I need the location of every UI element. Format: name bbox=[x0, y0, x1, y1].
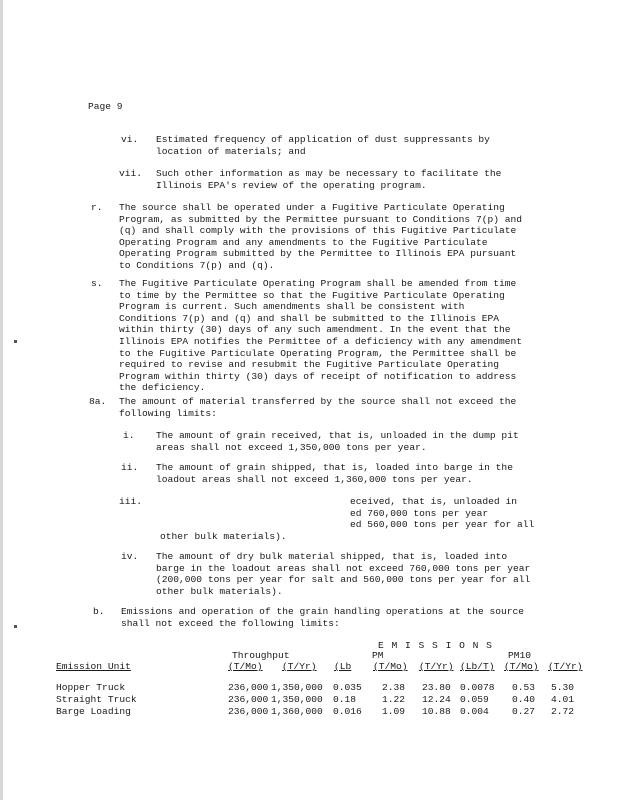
item-b-text bbox=[121, 606, 524, 629]
table-cell: 236,000 bbox=[228, 706, 269, 717]
item-number-ii: ii. bbox=[121, 462, 139, 473]
column-header: (T/Yr) bbox=[419, 661, 454, 672]
text-line: location of materials; and bbox=[156, 145, 306, 157]
table-cell: 0.0078 bbox=[460, 682, 495, 693]
text-line: Program, as submitted by the Permittee pursuant to Conditions 7(p) and bbox=[119, 213, 523, 225]
item-iii-fragment bbox=[350, 496, 534, 531]
text-line: ed 560,000 tons per year for all bbox=[350, 519, 535, 531]
pm10-heading: PM10 bbox=[508, 650, 532, 661]
text-line: (q) and shall comply with the provisions of this Fugitive Particulate bbox=[119, 225, 517, 237]
item-s-text bbox=[119, 278, 522, 394]
table-cell: 1,350,000 bbox=[271, 682, 323, 693]
text-line: loadout areas shall not exceed 1,360,000 tons per year. bbox=[156, 473, 473, 485]
table-cell: 0.004 bbox=[460, 706, 489, 717]
column-header: Emission Unit bbox=[56, 661, 131, 672]
emissions-heading: E M I S S I O N S bbox=[378, 640, 493, 651]
text-line: Illinois EPA notifies the Permittee of a deficiency with any amendment bbox=[119, 335, 523, 347]
text-line: The Fugitive Particulate Operating Program shall be amended from time bbox=[119, 278, 517, 289]
item-number-iv: iv. bbox=[121, 551, 139, 562]
item-number-vi: vi. bbox=[121, 134, 139, 145]
table-cell: 2.38 bbox=[382, 682, 406, 693]
text-line: ed 760,000 tons per year bbox=[350, 507, 489, 519]
item-ii-text bbox=[156, 462, 513, 485]
text-line: to the Fugitive Particulate Operating Program, the Permittee shall be bbox=[119, 347, 517, 359]
table-row-label: Straight Truck bbox=[56, 694, 137, 705]
text-line: Program is current. Such amendments shall be consistent with bbox=[119, 301, 465, 313]
pm-heading: PM bbox=[372, 650, 384, 661]
text-line: shall not exceed the following limits: bbox=[121, 617, 340, 629]
item-r-text bbox=[119, 202, 522, 272]
table-cell: 0.27 bbox=[512, 706, 536, 717]
text-line: within thirty (30) days of any such amendment. In the event that the bbox=[119, 324, 511, 336]
item-iii-tail: other bulk materials). bbox=[160, 531, 287, 542]
table-cell: 23.80 bbox=[422, 682, 451, 693]
column-header: (T/Yr) bbox=[548, 661, 583, 672]
text-line: The source shall be operated under a Fugitive Particulate Operating bbox=[119, 202, 505, 213]
item-8a-text bbox=[119, 396, 516, 419]
column-header: (T/Yr) bbox=[282, 661, 317, 672]
item-number-s: s. bbox=[91, 278, 103, 289]
text-line: Program within thirty (30) days of receipt of notification to address bbox=[119, 370, 517, 382]
item-number-i: i. bbox=[123, 430, 135, 441]
throughput-heading: Throughput bbox=[232, 650, 290, 661]
table-cell: 10.88 bbox=[422, 706, 451, 717]
table-cell: 0.53 bbox=[512, 682, 536, 693]
text-line: following limits: bbox=[119, 407, 217, 419]
table-row-label: Hopper Truck bbox=[56, 682, 126, 693]
item-vi-text bbox=[156, 134, 490, 157]
text-line: Illinois EPA's review of the operating program. bbox=[156, 179, 427, 191]
scan-mark bbox=[14, 340, 17, 343]
text-line: Emissions and operation of the grain handling operations at the source bbox=[121, 606, 525, 617]
text-line: The amount of dry bulk material shipped, that is, loaded into bbox=[156, 551, 508, 562]
item-number-vii: vii. bbox=[119, 168, 143, 179]
text-line: The amount of material transferred by the source shall not exceed the bbox=[119, 396, 517, 407]
item-number-8a: 8a. bbox=[89, 396, 107, 407]
text-line: Conditions 7(p) and (q) and shall be submitted to the Illinois EPA bbox=[119, 312, 499, 324]
table-cell: 0.035 bbox=[333, 682, 362, 693]
table-cell: 0.059 bbox=[460, 694, 489, 705]
table-cell: 0.40 bbox=[512, 694, 536, 705]
column-header: (Lb/T) bbox=[460, 661, 495, 672]
text-line: to time by the Permittee so that the Fugitive Particulate Operating bbox=[119, 289, 505, 301]
column-header: (T/Mo) bbox=[373, 661, 408, 672]
table-cell: 0.016 bbox=[333, 706, 362, 717]
item-i-text bbox=[156, 430, 519, 453]
page-number: Page 9 bbox=[88, 101, 123, 112]
table-cell: 5.30 bbox=[551, 682, 575, 693]
table-cell: 1,350,000 bbox=[271, 694, 323, 705]
text-line: Operating Program and any amendments to the Fugitive Particulate bbox=[119, 236, 488, 248]
item-vii-text bbox=[156, 168, 501, 191]
text-line: (200,000 tons per year for salt and 560,000 tons per year for all bbox=[156, 574, 531, 586]
item-number-iii: iii. bbox=[119, 496, 143, 507]
text-line: other bulk materials). bbox=[156, 585, 283, 597]
item-number-r: r. bbox=[91, 202, 103, 213]
table-cell: 236,000 bbox=[228, 682, 269, 693]
text-line: Such other information as may be necessary to facilitate the bbox=[156, 168, 502, 179]
text-line: required to revise and resubmit the Fugitive Particulate Operating bbox=[119, 359, 499, 371]
column-header: (T/Mo) bbox=[504, 661, 539, 672]
item-number-b: b. bbox=[93, 606, 105, 617]
table-cell: 1.09 bbox=[382, 706, 406, 717]
table-cell: 1,360,000 bbox=[271, 706, 323, 717]
text-line: barge in the loadout areas shall not exceed 760,000 tons per year bbox=[156, 562, 531, 574]
table-cell: 1.22 bbox=[382, 694, 406, 705]
item-iv-text bbox=[156, 551, 530, 597]
table-cell: 2.72 bbox=[551, 706, 575, 717]
table-row-label: Barge Loading bbox=[56, 706, 131, 717]
column-header: (Lb bbox=[334, 661, 352, 672]
text-line: eceived, that is, unloaded in bbox=[350, 496, 517, 507]
text-line: The amount of grain received, that is, unloaded in the dump pit bbox=[156, 430, 519, 441]
scan-mark bbox=[14, 625, 17, 628]
table-cell: 236,000 bbox=[228, 694, 269, 705]
text-line: Estimated frequency of application of dust suppressants by bbox=[156, 134, 490, 145]
table-cell: 12.24 bbox=[422, 694, 451, 705]
text-line: areas shall not exceed 1,350,000 tons per year. bbox=[156, 441, 427, 453]
column-header: (T/Mo) bbox=[228, 661, 263, 672]
table-cell: 0.18 bbox=[333, 694, 357, 705]
text-line: to Conditions 7(p) and (q). bbox=[119, 259, 275, 271]
text-line: Operating Program submitted by the Permittee to Illinois EPA pursuant bbox=[119, 248, 517, 260]
text-line: The amount of grain shipped, that is, loaded into barge in the bbox=[156, 462, 513, 473]
scan-edge bbox=[0, 0, 3, 800]
table-cell: 4.01 bbox=[551, 694, 575, 705]
text-line: the deficiency. bbox=[119, 382, 206, 394]
